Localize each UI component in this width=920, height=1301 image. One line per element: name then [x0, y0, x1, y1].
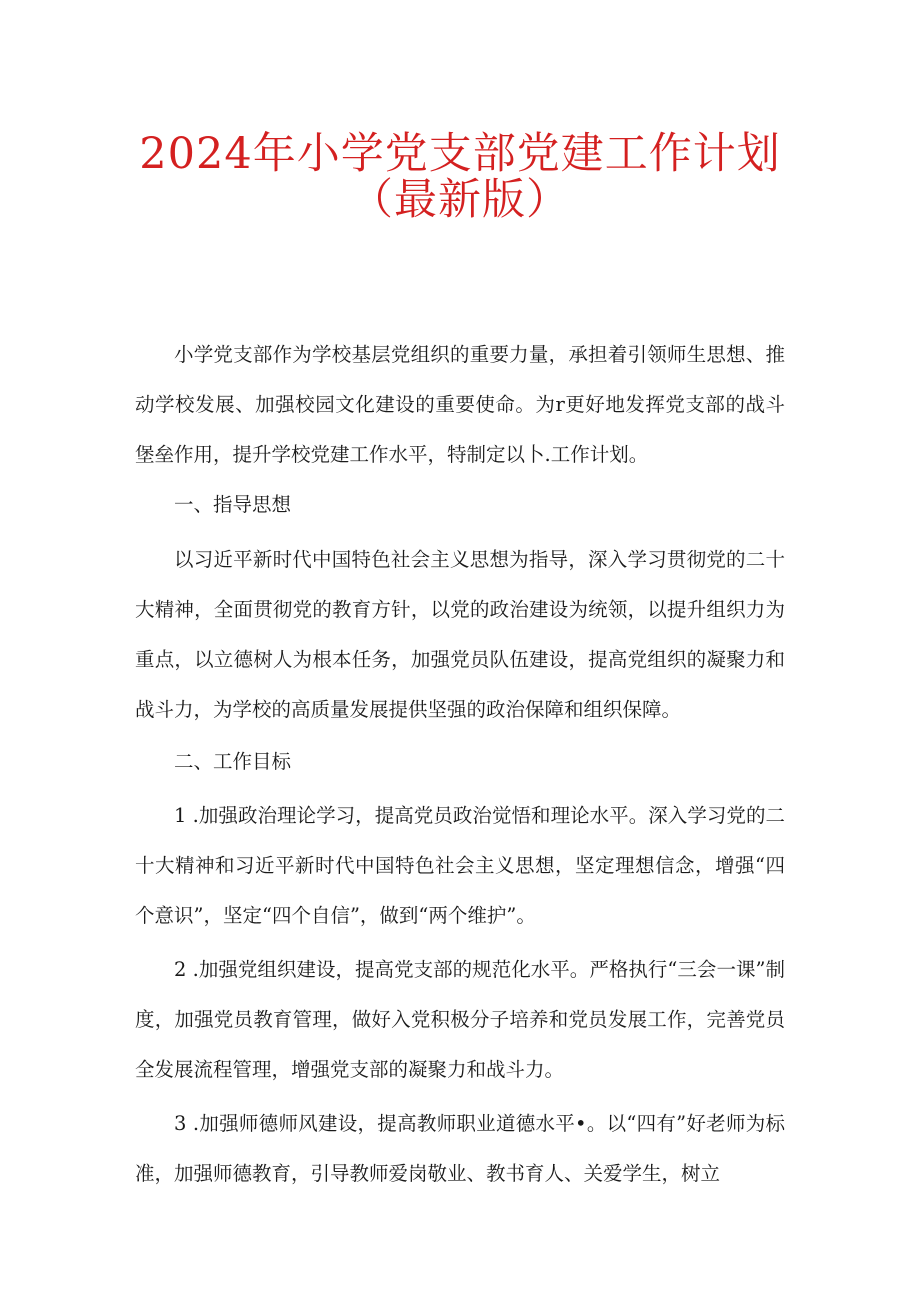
goal-item-3: 3 .加强师德师风建设，提高教师职业道德水平•。以“四有”好老师为标准，加强师德教育，引导教师爱岗敬业、教书育人、关爱学生，树立	[135, 1112, 785, 1185]
document-title: 2024年小学党支部党建工作计划	[139, 129, 781, 179]
section-heading-guiding-thought: 一、指导思想	[174, 493, 292, 516]
goal-item-1: 1 .加强政治理论学习，提高党员政治觉悟和理论水平。深入学习党的二十大精神和习近平新时代中国特色社会主义思想，坚定理想信念，增强“四个意识”，坚定“四个自信”，做到“两个维护”。	[135, 804, 785, 927]
guiding-thought-paragraph: 以习近平新时代中国特色社会主义思想为指导，深入学习贯彻党的二十大精神，全面贯彻党的教育方针，以党的政治建设为统领，以提升组织力为重点，以立德树人为根本任务，加强党员队伍建设，提高党组织的凝聚力和战斗力，为学校的高质量发展提供坚强的政治保障和组织保障。	[135, 548, 785, 721]
document-subtitle: （最新版）	[350, 175, 570, 225]
intro-paragraph: 小学党支部作为学校基层党组织的重要力量，承担着引领师生思想、推动学校发展、加强校园文化建设的重要使命。为r更好地发挥党支部的战斗堡垒作用，提升学校党建工作水平，特制定以卜.工作计划。	[135, 343, 785, 466]
goal-item-2: 2 .加强党组织建设，提高党支部的规范化水平。严格执行“三会一课”制度，加强党员教育管理，做好入党积极分子培养和党员发展工作，完善党员全发展流程管理，增强党支部的凝聚力和战斗力。	[135, 958, 785, 1081]
section-heading-work-goals: 二、工作目标	[174, 750, 292, 773]
